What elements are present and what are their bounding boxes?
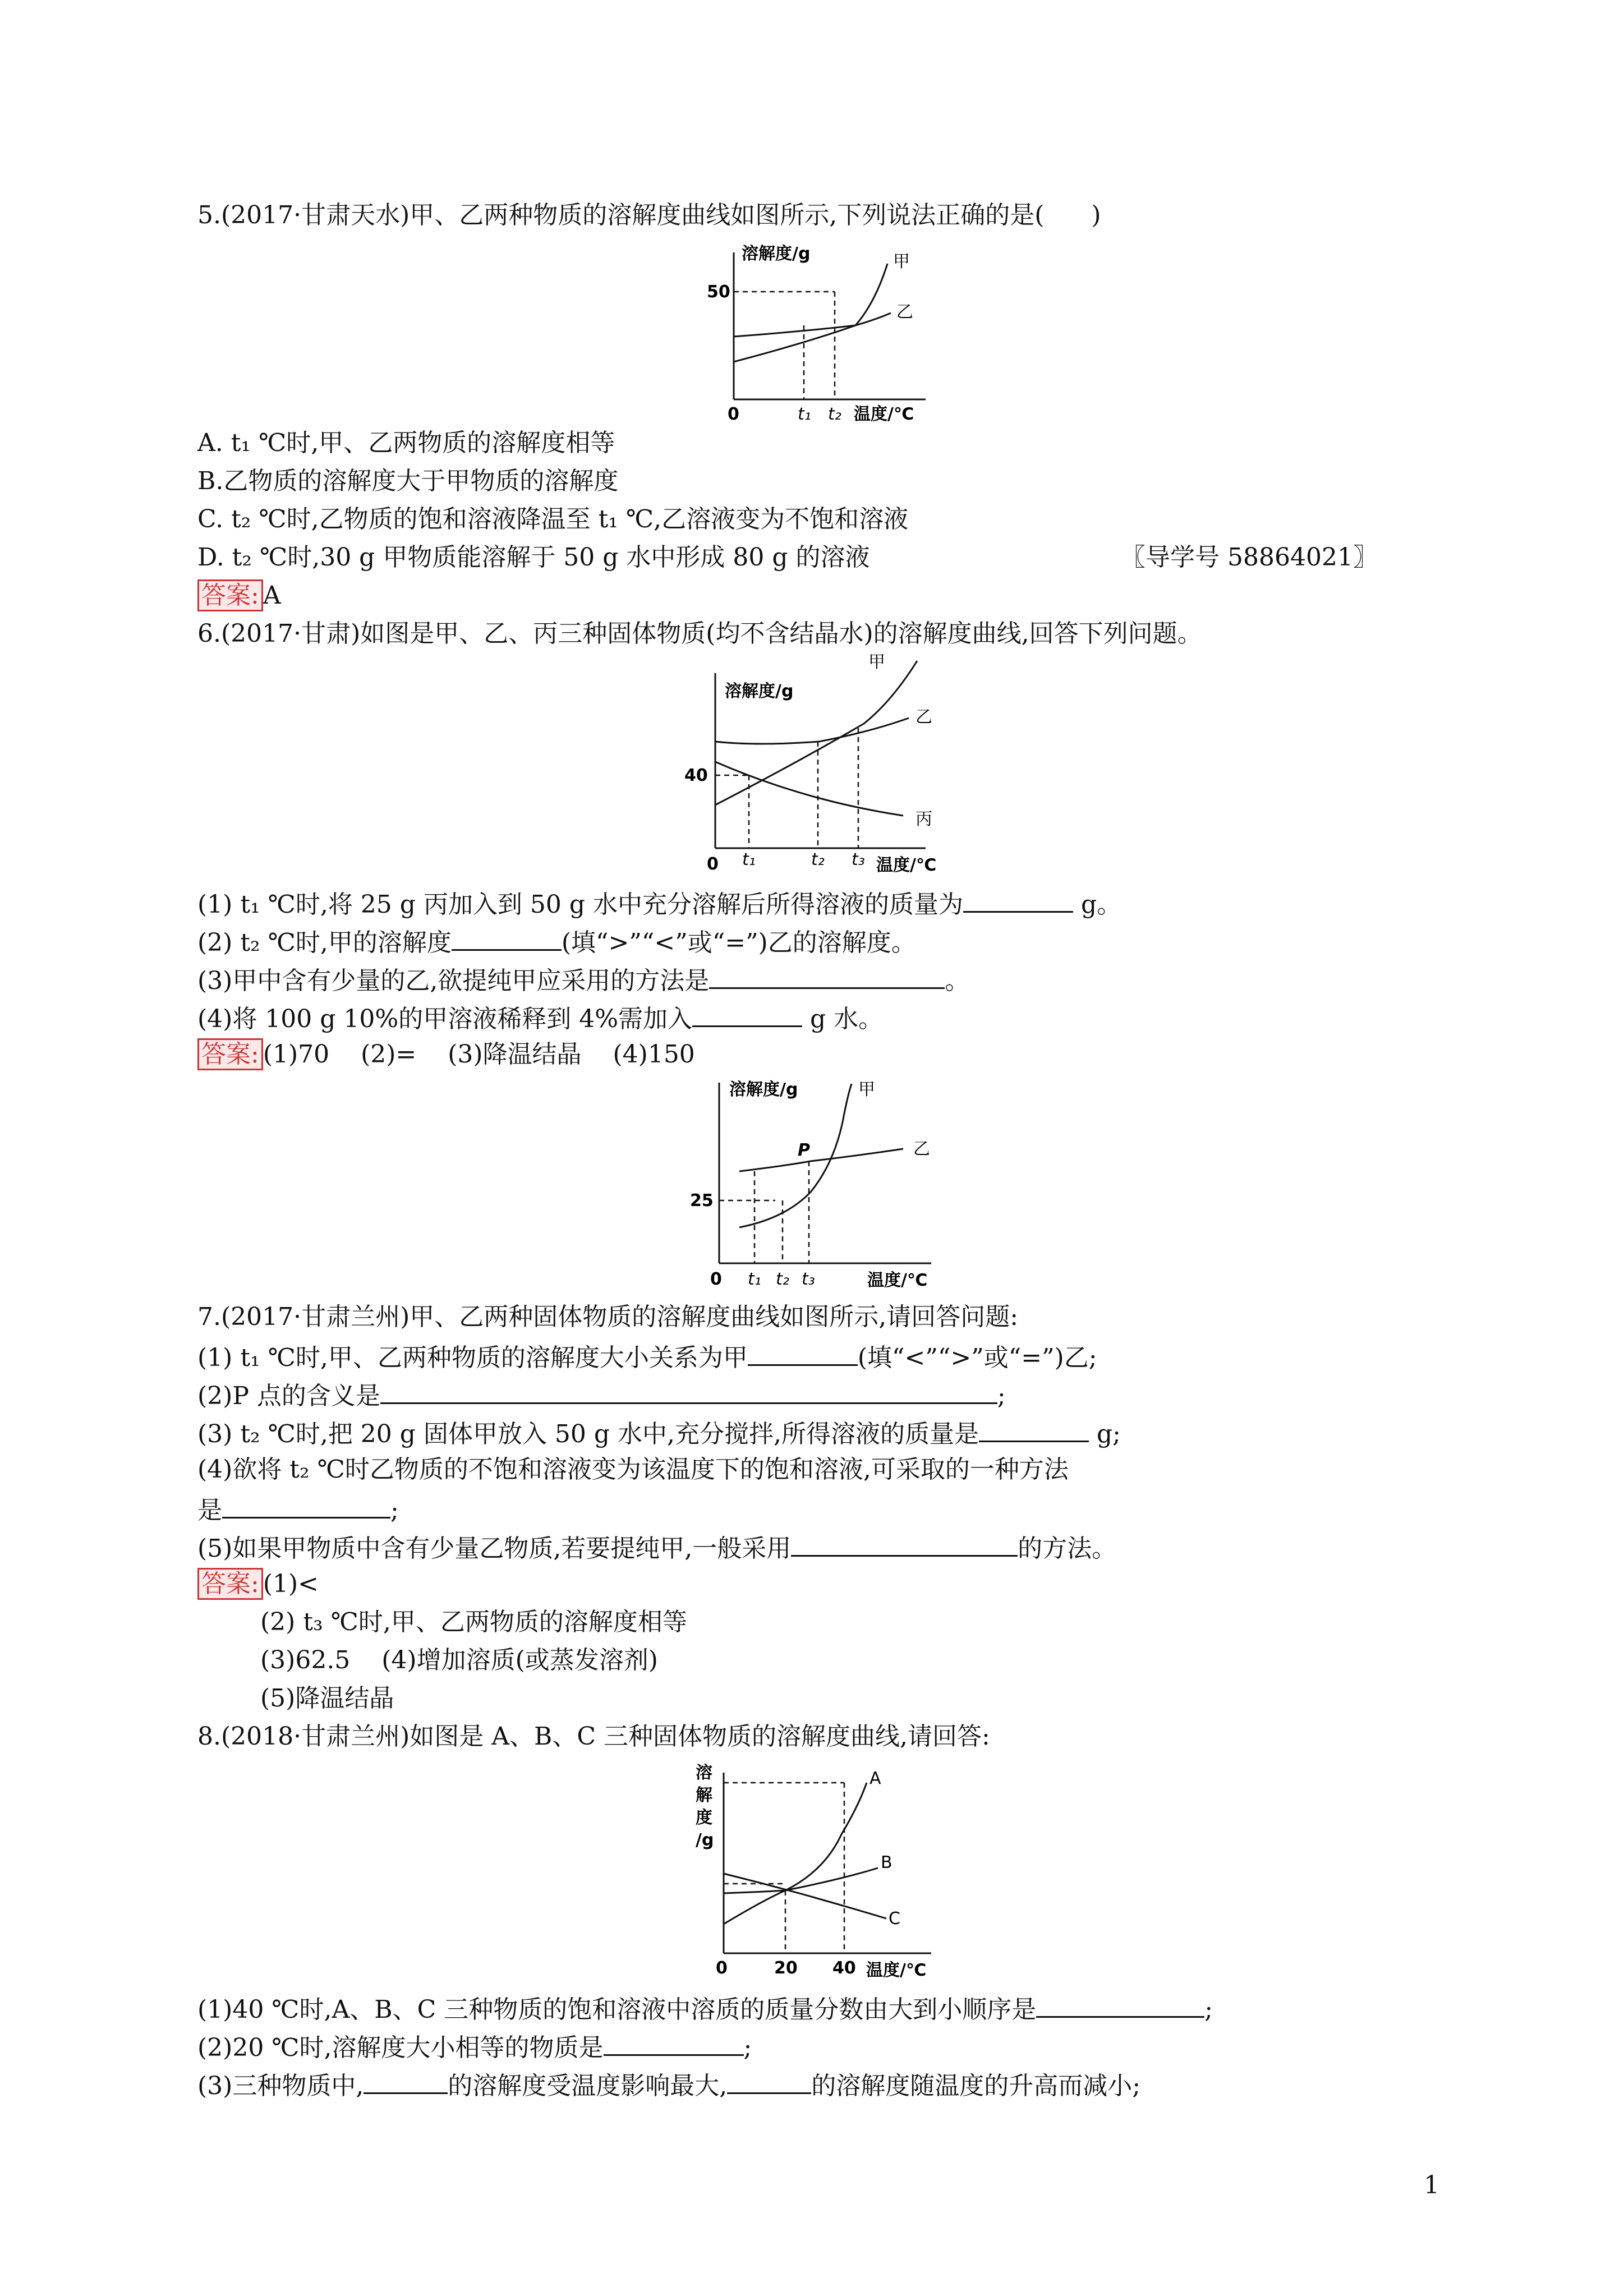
q7-ylabel: 溶解度/g: [729, 1080, 798, 1099]
answer-tag: 答案:: [197, 1038, 263, 1070]
q5-option-a: A. t₁ ℃时,甲、乙两物质的溶解度相等: [197, 429, 615, 457]
answer-blank[interactable]: [364, 2068, 448, 2094]
q5-stem: 5.(2017·甘肃天水)甲、乙两种物质的溶解度曲线如图所示,下列说法正确的是( ): [197, 201, 1101, 229]
q7-answer-4: (5)降温结晶: [260, 1684, 394, 1713]
q6-part3-end: 。: [945, 967, 970, 995]
q6-answer: (1)70 (2)= (3)降温结晶 (4)150: [263, 1040, 695, 1069]
q6-part1-unit: g。: [1073, 890, 1122, 919]
q5-solubility-chart: [696, 241, 942, 426]
q6-solubility-chart: [673, 651, 987, 886]
q8-ylabel-2: 解: [696, 1786, 712, 1805]
page-number: 1: [1424, 2171, 1439, 2200]
q8-label-c: C: [889, 1909, 900, 1929]
q7-part2-end: ;: [997, 1382, 1006, 1410]
q7-part1-text: (1) t₁ ℃时,甲、乙两种物质的溶解度大小关系为甲: [197, 1343, 748, 1372]
q8-part3-end: 的溶解度随温度的升高而减小;: [811, 2072, 1141, 2100]
q7-label-jia: 甲: [858, 1080, 875, 1099]
q7-origin: 0: [710, 1269, 722, 1289]
q7-xlabel: 温度/℃: [867, 1271, 928, 1290]
q8-part3: [197, 2068, 1140, 2102]
answer-tag: 答案:: [197, 579, 263, 611]
answer-blank[interactable]: [727, 2068, 811, 2094]
q7-part2-text: (2)P 点的含义是: [197, 1382, 380, 1410]
q8-xtick-40: 40: [832, 1958, 856, 1978]
q7-stem: 7.(2017·甘肃兰州)甲、乙两种固体物质的溶解度曲线如图所示,请回答问题:: [197, 1303, 1019, 1331]
q6-stem: 6.(2017·甘肃)如图是甲、乙、丙三种固体物质(均不含结晶水)的溶解度曲线,回答下列问题。: [197, 619, 1202, 648]
q7-answer-2: (2) t₃ ℃时,甲、乙两物质的溶解度相等: [260, 1608, 687, 1636]
q8-part2-text: (2)20 ℃时,溶解度大小相等的物质是: [197, 2033, 604, 2062]
q7-point-p: P: [798, 1140, 810, 1160]
q8-ylabel-1: 溶: [696, 1763, 712, 1783]
q7-xtick-t2: t₂: [776, 1269, 789, 1289]
answer-tag: 答案:: [197, 1568, 263, 1600]
q7-part3-unit: g;: [1089, 1420, 1121, 1448]
q8-ylabel-3: 度: [696, 1808, 712, 1828]
q6-part2-hint: (填“>”“<”或“=”)乙的溶解度。: [561, 928, 916, 957]
q7-part5: [197, 1530, 1116, 1565]
answer-blank[interactable]: [222, 1492, 390, 1519]
q7-curve-jia: [739, 1084, 852, 1227]
q7-ytick-25: 25: [690, 1191, 714, 1211]
answer-blank[interactable]: [1036, 1991, 1204, 2018]
q6-xlabel: 温度/℃: [876, 855, 937, 875]
q6-part1-text: (1) t₁ ℃时,将 25 g 丙加入到 50 g 水中充分溶解后所得溶液的质量为: [197, 890, 964, 919]
q5-guide-ref: 〖导学号 58864021〗: [1121, 543, 1378, 572]
q7-part5-text: (5)如果甲物质中含有少量乙物质,若要提纯甲,一般采用: [197, 1534, 792, 1563]
q7-xtick-t1: t₁: [748, 1269, 761, 1289]
q8-part2-end: ;: [743, 2033, 752, 2062]
q7-xtick-t3: t₃: [802, 1269, 815, 1289]
q5-curve-yi: [734, 313, 891, 337]
q7-part4: (4)欲将 t₂ ℃时乙物质的不饱和溶液变为该温度下的饱和溶液,可采取的一种方法: [197, 1455, 1069, 1484]
q8-xtick-20: 20: [774, 1958, 798, 1978]
q7-part1-hint: (填“<”“>”或“=”)乙;: [857, 1343, 1097, 1372]
q6-curve-bing: [715, 762, 903, 816]
q7-part4-cont: [197, 1492, 399, 1526]
q7-solubility-chart: [673, 1071, 965, 1301]
q5-xtick-t1: t₁: [798, 404, 811, 424]
q6-part2: [197, 924, 916, 959]
q6-part4-text: (4)将 100 g 10%的甲溶液稀释到 4%需加入: [197, 1005, 693, 1033]
q5-option-b: B.乙物质的溶解度大于甲物质的溶解度: [197, 467, 619, 495]
q6-part1: [197, 886, 1121, 921]
q5-ytick-50: 50: [707, 282, 730, 302]
q6-origin: 0: [707, 854, 719, 874]
q5-ylabel: 溶解度/g: [742, 244, 811, 264]
q6-ytick-40: 40: [684, 766, 708, 785]
q6-label-yi: 乙: [915, 707, 932, 727]
q6-part4: [197, 1001, 883, 1035]
q5-label-jia: 甲: [893, 252, 910, 272]
q5-answer: A: [263, 581, 281, 610]
q8-part3-mid: 的溶解度受温度影响最大,: [448, 2072, 728, 2100]
answer-blank[interactable]: [380, 1378, 997, 1404]
q8-part1-text: (1)40 ℃时,A、B、C 三种物质的饱和溶液中溶质的质量分数由大到小顺序是: [197, 1995, 1037, 2024]
q8-part1: [197, 1991, 1213, 2026]
answer-blank[interactable]: [692, 1001, 802, 1027]
answer-blank[interactable]: [963, 886, 1073, 913]
q7-part3-text: (3) t₂ ℃时,把 20 g 固体甲放入 50 g 水中,充分搅拌,所得溶液的质量是: [197, 1420, 979, 1448]
q7-part1: [197, 1340, 1097, 1374]
q6-xtick-t1: t₁: [742, 850, 756, 869]
answer-blank[interactable]: [452, 924, 562, 951]
answer-blank[interactable]: [604, 2030, 744, 2056]
answer-blank[interactable]: [979, 1416, 1089, 1442]
q6-part3-text: (3)甲中含有少量的乙,欲提纯甲应采用的方法是: [197, 967, 710, 995]
q8-part2: [197, 2030, 752, 2064]
answer-blank[interactable]: [791, 1530, 1018, 1557]
q8-label-a: A: [869, 1769, 881, 1788]
q7-part5-end: 的方法。: [1018, 1534, 1117, 1563]
q6-label-bing: 丙: [915, 809, 932, 829]
q7-answer-1: (1)<: [263, 1570, 319, 1598]
q7-part4-end: ;: [390, 1496, 399, 1525]
q5-label-yi: 乙: [896, 302, 913, 322]
answer-blank[interactable]: [709, 963, 945, 989]
q7-answer-3: (3)62.5 (4)增加溶质(或蒸发溶剂): [260, 1646, 658, 1674]
q8-stem: 8.(2018·甘肃兰州)如图是 A、B、C 三种固体物质的溶解度曲线,请回答:: [197, 1722, 990, 1751]
q8-part3-text: (3)三种物质中,: [197, 2072, 364, 2100]
q5-origin: 0: [728, 404, 739, 424]
q8-origin: 0: [716, 1958, 728, 1978]
q5-xlabel: 温度/℃: [854, 404, 914, 424]
q6-answer-line: [197, 1039, 695, 1070]
q7-part4-is: 是: [197, 1496, 222, 1525]
q8-part1-end: ;: [1204, 1995, 1213, 2024]
q6-xtick-t2: t₂: [811, 850, 825, 869]
q7-part2: [197, 1378, 1006, 1412]
q6-curve-yi: [715, 718, 909, 744]
q5-curve-jia: [734, 264, 887, 362]
q6-part4-unit: g 水。: [802, 1005, 884, 1033]
q8-xlabel: 温度/℃: [866, 1961, 927, 1980]
q6-part2-text: (2) t₂ ℃时,甲的溶解度: [197, 928, 452, 957]
q6-label-jia: 甲: [868, 652, 885, 672]
q8-ylabel-4: /g: [696, 1830, 714, 1850]
q5-xtick-t2: t₂: [828, 404, 841, 424]
q7-label-yi: 乙: [913, 1139, 930, 1159]
q7-curve-yi: [739, 1149, 903, 1171]
q5-answer-line: [197, 580, 281, 611]
q8-label-b: B: [881, 1853, 892, 1872]
q5-option-c: C. t₂ ℃时,乙物质的饱和溶液降温至 t₁ ℃,乙溶液变为不饱和溶液: [197, 505, 909, 533]
q8-curve-c: [724, 1874, 886, 1918]
q6-ylabel: 溶解度/g: [725, 682, 794, 701]
q6-xtick-t3: t₃: [852, 850, 865, 869]
q8-curve-a: [724, 1783, 867, 1924]
answer-blank[interactable]: [748, 1340, 858, 1366]
q6-part3: [197, 963, 969, 997]
q7-part3: [197, 1416, 1121, 1450]
q8-solubility-chart: [684, 1756, 976, 1991]
q7-answer-line: [197, 1568, 319, 1600]
q5-option-d: D. t₂ ℃时,30 g 甲物质能溶解于 50 g 水中形成 80 g 的溶液: [197, 543, 870, 572]
